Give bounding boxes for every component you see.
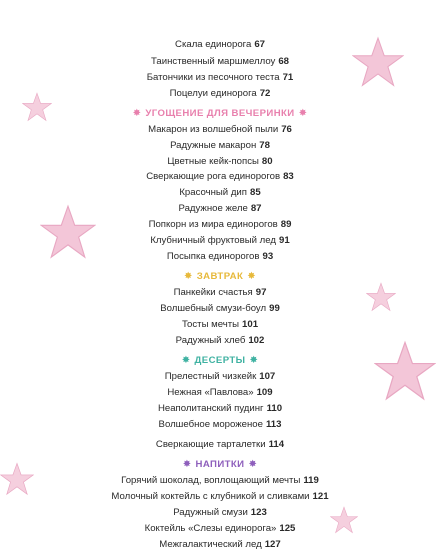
entry-page-number: 83	[283, 171, 294, 182]
entry-title: Нежная «Павлова»	[167, 387, 254, 398]
toc-entry[interactable]	[0, 39, 440, 51]
entry-title: Радужные макарон	[170, 140, 257, 151]
entry-title: Молочный коктейль с клубникой и сливками	[111, 491, 310, 502]
entry-page-number: 121	[312, 491, 329, 502]
entry-title: Батончики из песочного теста	[146, 72, 280, 83]
toc-entry[interactable]	[0, 387, 440, 399]
toc-entry[interactable]	[0, 124, 440, 136]
entry-page-number: 67	[254, 39, 265, 50]
star-bullet-icon: ✸	[181, 355, 191, 366]
entry-title: Радужный смузи	[173, 507, 248, 518]
toc-entry[interactable]	[0, 287, 440, 299]
entry-title: Макарон из волшебной пыли	[148, 124, 279, 135]
section-heading-desserts	[0, 355, 440, 367]
entry-title: Межгалактический лед	[159, 539, 262, 550]
toc-entry[interactable]	[0, 156, 440, 168]
entry-title: Радужный хлеб	[175, 335, 246, 346]
toc-entry[interactable]	[0, 319, 440, 331]
section-heading-drinks	[0, 459, 440, 471]
toc-entry[interactable]	[0, 335, 440, 347]
toc-entry[interactable]	[0, 419, 440, 431]
toc-entry[interactable]	[0, 539, 440, 551]
star-bullet-icon: ✸	[247, 271, 257, 282]
entry-page-number: 87	[250, 203, 262, 214]
entry-page-number: 97	[255, 287, 267, 298]
entry-title: Сверкающие тарталетки	[155, 439, 266, 450]
toc-entry[interactable]	[0, 303, 440, 315]
entry-page-number: 123	[250, 507, 267, 518]
toc-entry[interactable]	[0, 251, 440, 263]
entry-page-number: 107	[259, 371, 276, 382]
toc-entry[interactable]	[0, 187, 440, 199]
toc-entry[interactable]	[0, 235, 440, 247]
toc-entry[interactable]	[0, 219, 440, 231]
entry-title: Неаполитанский пудинг	[157, 403, 264, 414]
toc-entry[interactable]	[0, 475, 440, 487]
entry-page-number: 93	[262, 251, 274, 262]
entry-page-number: 78	[259, 140, 270, 151]
entry-page-number: 110	[266, 403, 283, 414]
section-heading-label: УГОЩЕНИЕ ДЛЯ ВЕЧЕРИНКИ	[145, 108, 295, 119]
toc-entry[interactable]	[0, 140, 440, 152]
toc-entry[interactable]	[0, 371, 440, 383]
toc-entry[interactable]	[0, 56, 440, 68]
entry-page-number: 101	[242, 319, 259, 330]
entry-title: Красочный дип	[179, 187, 247, 198]
entry-title: Волшебный смузи-боул	[160, 303, 267, 314]
section-heading-breakfast	[0, 271, 440, 283]
section-heading-party	[0, 108, 440, 120]
star-bullet-icon: ✸	[298, 108, 308, 119]
toc-entry[interactable]	[0, 203, 440, 215]
entry-title: Панкейки счастья	[173, 287, 253, 298]
entry-title: Тосты мечты	[181, 319, 240, 330]
entry-page-number: 71	[282, 72, 294, 83]
entry-title: Радужное желе	[178, 203, 248, 214]
toc-entry[interactable]	[0, 439, 440, 451]
star-bullet-icon: ✸	[183, 271, 193, 282]
entry-title: Горячий шоколад, воплощающий мечты	[121, 475, 301, 486]
toc-entry[interactable]	[0, 403, 440, 415]
toc-entry[interactable]	[0, 523, 440, 535]
entry-title: Клубничный фруктовый лед	[150, 235, 276, 246]
entry-page-number: 99	[269, 303, 280, 314]
entry-title: Прелестный чизкейк	[164, 371, 257, 382]
entry-title: Посыпка единорогов	[166, 251, 260, 262]
entry-page-number: 127	[264, 539, 281, 550]
entry-page-number: 72	[259, 88, 271, 99]
section-heading-label: НАПИТКИ	[195, 459, 245, 470]
star-bullet-icon: ✸	[249, 355, 259, 366]
entry-title: Коктейль «Слезы единорога»	[144, 523, 277, 534]
entry-title: Скала единорога	[175, 39, 252, 50]
toc-entry[interactable]	[0, 491, 440, 503]
star-bullet-icon: ✸	[132, 108, 142, 119]
entry-page-number: 119	[303, 475, 319, 486]
toc-entry[interactable]	[0, 507, 440, 519]
entry-page-number: 102	[248, 335, 265, 346]
entry-title: Попкорн из мира единорогов	[148, 219, 278, 230]
entry-page-number: 89	[280, 219, 292, 230]
entry-title: Цветные кейк-попсы	[167, 156, 259, 167]
entry-title: Волшебное мороженое	[158, 419, 263, 430]
entry-page-number: 76	[281, 124, 292, 135]
entry-page-number: 113	[265, 419, 282, 430]
toc-entry[interactable]	[0, 72, 440, 84]
entry-page-number: 109	[256, 387, 273, 398]
entry-page-number: 80	[261, 156, 273, 167]
section-heading-label: ДЕСЕРТЫ	[194, 355, 246, 366]
entry-page-number: 114	[268, 439, 285, 450]
entry-title: Таинственный маршмеллоу	[150, 56, 276, 67]
star-bullet-icon: ✸	[248, 459, 258, 470]
toc-entry[interactable]	[0, 171, 440, 183]
section-heading-label: ЗАВТРАК	[196, 271, 244, 282]
entry-page-number: 68	[278, 56, 290, 67]
entry-page-number: 125	[279, 523, 296, 534]
entry-page-number: 85	[250, 187, 261, 198]
star-bullet-icon: ✸	[182, 459, 192, 470]
toc-entry[interactable]	[0, 88, 440, 100]
entry-page-number: 91	[278, 235, 290, 246]
entry-title: Сверкающие рога единорогов	[146, 171, 281, 182]
entry-title: Поцелуи единорога	[169, 88, 257, 99]
